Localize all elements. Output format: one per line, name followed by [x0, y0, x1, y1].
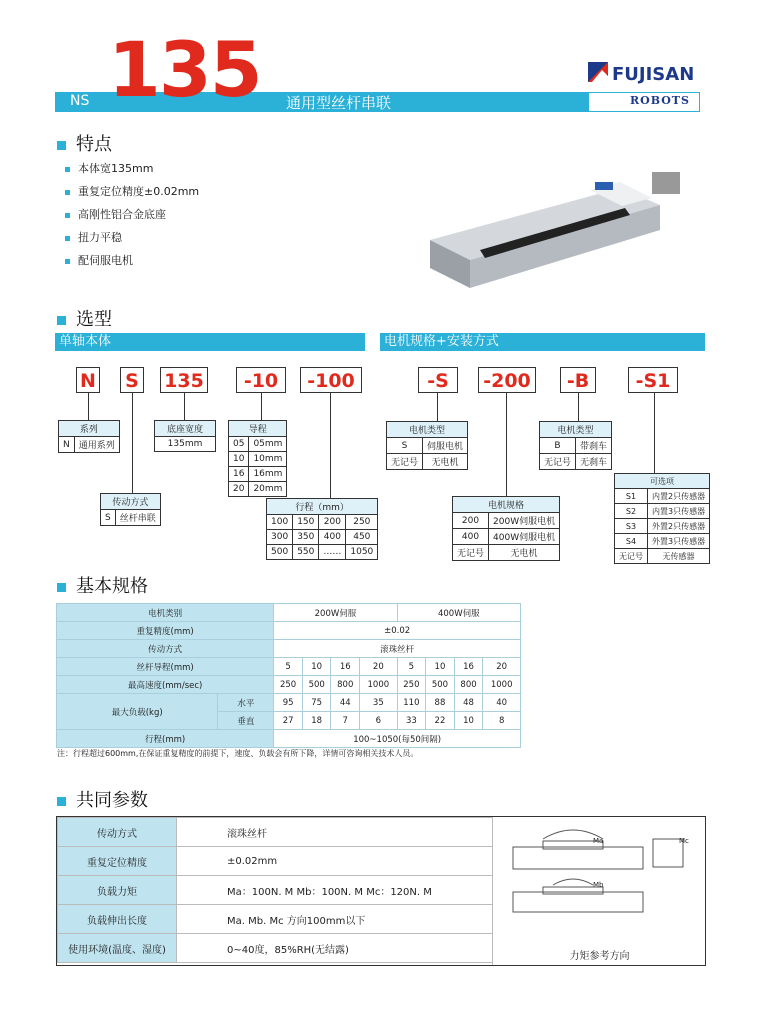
lead-table: 导程 05 05mm 10 10mm 16 16mm 20 20mm: [228, 420, 287, 497]
selection-heading: 选型: [57, 305, 112, 331]
brand-sub: ROBOTS: [630, 94, 690, 107]
connector-line: [184, 393, 185, 420]
motor-spec-table: 电机规格 200 200W伺服电机 400 400W伺服电机 无记号 无电机: [452, 496, 560, 561]
code-stroke: -100: [300, 367, 362, 393]
brake-table: 电机类型 B 带刹车 无记号 无刹车: [539, 421, 612, 470]
list-item: 本体宽135mm: [65, 160, 199, 176]
code-motor-spec: -200: [478, 367, 536, 393]
code-series: N: [76, 367, 100, 393]
mc-label: Mc: [679, 837, 689, 845]
code-width: 135: [160, 367, 208, 393]
brand-name: FUJISAN: [612, 64, 695, 85]
code-drive: S: [120, 367, 144, 393]
connector-line: [578, 393, 579, 421]
series-table: 系列 N 通用系列: [58, 420, 120, 453]
model-number: 135: [108, 25, 261, 114]
code-options: -S1: [628, 367, 678, 393]
list-item: 配伺服电机: [65, 252, 199, 268]
band-single-axis: 单轴本体: [55, 333, 365, 351]
width-table: 底座宽度 135mm: [154, 420, 216, 452]
band-motor-spec: 电机规格+安装方式: [380, 333, 705, 351]
code-motor-type: -S: [418, 367, 458, 393]
connector-line: [330, 393, 331, 498]
features-heading: 特点: [57, 130, 112, 156]
connector-line: [132, 393, 133, 493]
code-lead: -10: [236, 367, 286, 393]
spec-heading: 基本规格: [57, 572, 148, 598]
fujisan-logo-icon: [588, 62, 608, 82]
connector-line: [437, 393, 438, 421]
diagram-caption: 力矩参考方向: [569, 951, 630, 962]
mb-label: Mb: [593, 881, 604, 889]
spec-table: 电机类别 200W伺服 400W伺服 重复精度(mm) ±0.02 传动方式 滚珠丝杆 丝杆导程(mm) 5 10 16 20 5 10 16 20 最高速度(mm/sec) 250 500 800 1000 250 500 800 1000 最大负载(kg) 水平 95 75 44 35 110 88 48 40 垂直 27 18 7 6 33 22 10 8 行程(mm) 100~1050(每50间隔): [56, 603, 521, 748]
list-item: 高刚性铝合金底座: [65, 206, 199, 222]
motor-type-table: 电机类型 S 伺服电机 无记号 无电机: [386, 421, 468, 470]
connector-line: [506, 393, 507, 496]
product-image: [420, 160, 695, 299]
stroke-table: 行程（mm） 100 150 200 250 300 350 400 450 500 550 …… 1050: [266, 498, 378, 560]
drive-table: 传动方式 S 丝杆串联: [100, 493, 161, 526]
connector-line: [654, 393, 655, 473]
moment-diagram: [492, 817, 706, 965]
options-table: 可选项 S1 内置2只传感器 S2 内置3只传感器 S3 外置2只传感器 S4 外置3只传感器 无记号 无传感器: [614, 473, 710, 564]
model-prefix: NS: [70, 93, 90, 109]
ma-label: Ma: [593, 837, 604, 845]
common-table: 传动方式 滚珠丝杆 重复定位精度 ±0.02mm 负载力矩 Ma：100N. M Mb：100N. M Mc：120N. M 负载伸出长度 Ma. Mb. Mc 方向100mm以下 使用环境(温度、湿度) 0~40度，85%RH(无结露): [57, 817, 493, 963]
connector-line: [88, 393, 89, 420]
common-heading: 共同参数: [57, 786, 148, 812]
list-item: 重复定位精度±0.02mm: [65, 183, 199, 199]
code-brake: -B: [560, 367, 596, 393]
page-subtitle: 通用型丝杆串联: [286, 94, 392, 112]
features-list: [65, 160, 199, 275]
list-item: 扭力平稳: [65, 229, 199, 245]
connector-line: [261, 393, 262, 420]
spec-note: 注：行程超过600mm,在保证重复精度的前提下，速度、负载会有所下降，详情可咨询相关技术人员。: [57, 749, 419, 758]
